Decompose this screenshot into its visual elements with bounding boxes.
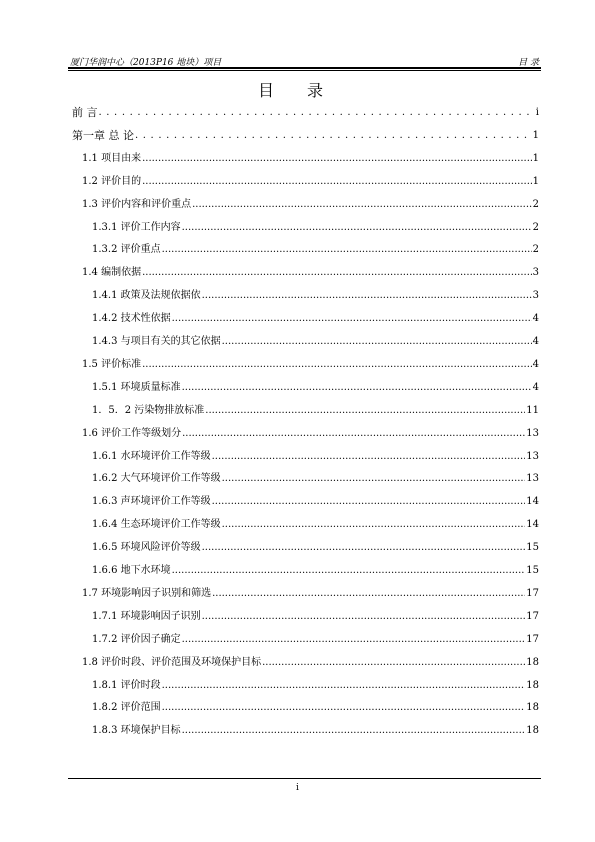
toc-entry-label: 1.6.6 地下水环境 [92,565,171,576]
toc-entry-page: 14 [526,519,539,531]
toc-leader-dots [182,222,532,234]
toc-leader-dots [135,130,532,142]
toc-leader-dots [212,451,526,463]
toc-entry-label: 1.6.4 生态环境评价工作等级 [92,519,221,531]
toc-entry-label: 1.4.1 政策及法规依据依 [92,290,201,302]
toc-entry-label: 1.5.1 环境质量标准 [92,381,181,393]
toc-entry[interactable] [72,401,539,417]
toc-entry-page: 14 [526,496,539,508]
toc-entry-page: 17 [526,610,539,622]
toc-entry-page: 17 [526,587,539,599]
toc-entry[interactable] [72,126,539,142]
toc-entry-page: 2 [532,198,539,210]
toc-leader-dots [99,107,535,119]
toc-entry-label: 1.8.1 评价时段 [92,679,161,691]
toc-entry-label: 1.7 环境影响因子识别和筛选 [82,587,212,599]
toc-leader-dots [222,336,532,348]
toc-entry-label: 1．5．2 污染物排放标准 [92,404,205,416]
toc-entry[interactable] [72,424,539,440]
toc-entry-label: 1.2 评价目的 [82,175,142,187]
toc-entry-label: 1.7.1 环境影响因子识别 [92,610,201,622]
toc-entry-label: 1.1 项目由来 [82,152,142,164]
toc-entry[interactable] [72,332,539,348]
toc-entry-page: 13 [526,450,539,462]
running-header-section: 目 录 [518,58,539,68]
toc-entry-page: 13 [526,473,539,485]
toc-entry[interactable] [72,103,539,119]
toc-entry[interactable] [72,469,539,485]
toc-entry-label: 1.6.5 环境风险评价等级 [92,542,201,554]
toc-entry-page: 4 [532,336,539,347]
toc-entry-label: 1.3.2 评价重点 [92,244,161,256]
toc-entry-label: 1.4.3 与项目有关的其它依据 [92,336,221,347]
toc-entry-label: 1.8.3 环境保护目标 [92,725,181,737]
toc-entry-page: 18 [526,702,539,714]
toc-leader-dots [172,313,532,325]
toc-entry-label: 1.7.2 评价因子确定 [92,633,181,645]
toc-entry[interactable] [72,172,539,188]
toc-entry[interactable] [72,538,539,554]
toc-entry-page: 4 [532,381,539,393]
toc-entry-label: 第一章 总 论 [72,128,134,142]
toc-entry[interactable] [72,149,539,165]
toc-leader-dots [162,680,526,692]
toc-entry-page: 4 [532,313,539,325]
toc-entry-page: 15 [526,565,539,576]
toc-entry[interactable] [72,607,539,623]
toc-entry[interactable] [72,309,539,325]
toc-entry-label: 1.3 评价内容和评价重点 [82,198,192,210]
toc-entry[interactable] [72,378,539,394]
toc-entry-page: 11 [526,404,539,416]
toc-entry-label: 1.6.2 大气环境评价工作等级 [92,473,221,485]
toc-leader-dots [142,359,532,371]
toc-leader-dots [212,496,526,508]
toc-entry-page: 13 [526,427,539,439]
toc-leader-dots [182,428,525,440]
toc-leader-dots [172,565,526,577]
toc-entry-page: 15 [526,542,539,554]
toc-entry[interactable] [72,676,539,692]
toc-entry[interactable] [72,515,539,531]
toc-leader-dots [212,588,525,600]
toc-entry-page: 17 [526,633,539,645]
toc-entry-page: 2 [532,244,539,256]
toc-entry-page: 18 [526,656,539,668]
toc-leader-dots [202,542,526,554]
toc-entry[interactable] [72,561,539,577]
toc-leader-dots [202,611,526,623]
toc-leader-dots [262,657,525,669]
toc-entry[interactable] [72,698,539,714]
toc-leader-dots [222,519,526,531]
toc-leader-dots [142,267,532,279]
toc-leader-dots [162,244,532,256]
toc-entry-label: 1.4 编制依据 [82,267,142,279]
toc-entry[interactable] [72,653,539,669]
footer-rule [68,778,541,779]
toc-entry-page: i [535,107,539,118]
toc-entry[interactable] [72,263,539,279]
toc-leader-dots [142,176,532,188]
toc-entry-page: 2 [532,221,539,233]
toc-entry[interactable] [72,447,539,463]
toc-entry-label: 1.6.1 水环境评价工作等级 [92,450,211,462]
toc-entry[interactable] [72,195,539,211]
toc-entry-page: 3 [532,267,539,279]
toc-entry[interactable] [72,286,539,302]
toc-entry[interactable] [72,492,539,508]
toc-entry-label: 1.4.2 技术性依据 [92,313,171,325]
running-header-title: 厦门华润中心（2013P16 地块）项目 [70,58,222,68]
header-rule [68,67,541,69]
toc-leader-dots [182,725,526,737]
header-rule-thin [68,70,541,71]
toc-leader-dots [192,199,532,211]
toc-entry[interactable] [72,721,539,737]
toc-entry-label: 1.8 评价时段、评价范围及环境保护目标 [82,656,262,668]
page-title: 目 录 [257,81,338,100]
toc-entry-label: 前 言 [72,106,98,119]
toc-leader-dots [205,405,525,417]
toc-leader-dots [222,473,526,485]
toc-entry-page: 3 [532,290,539,302]
toc-entry-page: 4 [532,358,539,370]
toc-entry-page: 1 [532,129,539,141]
toc-entry[interactable] [72,355,539,371]
toc-leader-dots [182,634,526,646]
footer-page-number: i [296,783,299,793]
toc-entry-label: 1.6.3 声环境评价工作等级 [92,496,211,508]
toc-entry[interactable] [72,584,539,600]
toc-leader-dots [142,153,532,165]
toc-entry-label: 1.5 评价标准 [82,358,142,370]
toc-entry[interactable] [72,630,539,646]
toc-entry[interactable] [72,240,539,256]
toc-leader-dots [162,702,526,714]
toc-entry-label: 1.8.2 评价范围 [92,702,161,714]
toc-entry-page: 1 [532,152,539,164]
toc-entry-label: 1.6 评价工作等级划分 [82,427,182,439]
toc-leader-dots [202,290,532,302]
toc-entry[interactable] [72,218,539,234]
toc-entry-page: 1 [532,175,539,187]
toc-entry-page: 18 [526,679,539,691]
toc-entry-label: 1.3.1 评价工作内容 [92,221,181,233]
toc-entry-page: 18 [526,725,539,737]
toc-leader-dots [182,382,532,394]
